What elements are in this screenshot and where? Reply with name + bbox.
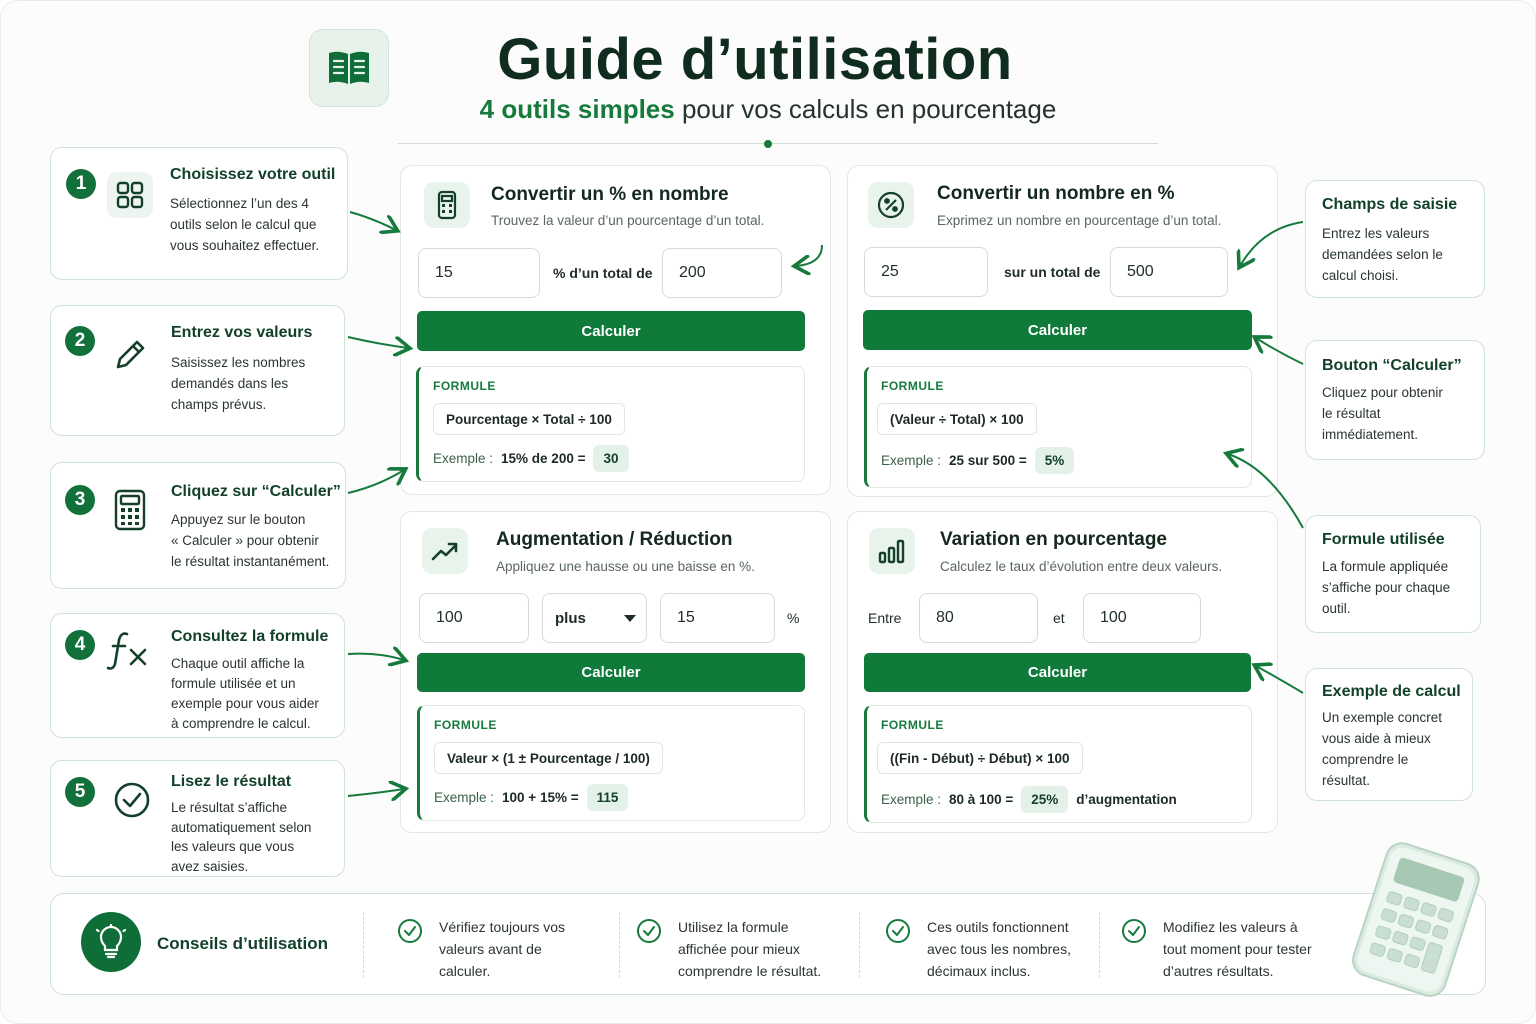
formula-box	[864, 366, 1252, 488]
callout-formula	[1305, 515, 1481, 633]
formula-box	[417, 705, 805, 821]
check-circle-icon	[397, 918, 423, 944]
tool-card-number-to-percent	[847, 165, 1278, 497]
tool-subtitle: Exprimez un nombre en pourcentage d’un total.	[937, 213, 1222, 228]
percent-unit: %	[787, 610, 800, 626]
step-title: Choisissez votre outil	[170, 166, 336, 183]
example-label: Exemple :	[434, 790, 495, 805]
field-label-end: et	[1053, 610, 1065, 626]
trend-up-icon	[422, 528, 468, 574]
field-label: sur un total de	[1004, 264, 1101, 280]
step-card-3	[50, 462, 346, 589]
example-line	[881, 786, 1177, 813]
tips-title: Conseils d’utilisation	[157, 934, 328, 953]
tool-subtitle: Calculez le taux d’évolution entre deux valeurs.	[940, 559, 1223, 574]
tip-text: Modifiez les valeurs à tout moment pour tester d’autres résultats.	[1163, 919, 1312, 979]
field-label: % d’un total de	[553, 265, 653, 281]
formula-label: FORMULE	[433, 379, 496, 393]
end-value-input[interactable]	[1083, 593, 1201, 643]
value-input[interactable]	[419, 593, 529, 643]
step-number: 2	[65, 326, 95, 356]
header-divider-dot	[764, 140, 772, 148]
tip-text: Utilisez la formule affichée pour mieux comprendre le résultat.	[678, 919, 822, 979]
calculate-button[interactable]: Calculer	[417, 653, 805, 692]
function-icon	[105, 628, 151, 674]
calculate-button[interactable]: Calculer	[417, 311, 805, 351]
tool-card-percent-variation	[847, 511, 1278, 833]
example-value: 80 à 100 =	[949, 792, 1014, 807]
step-card-5	[50, 760, 345, 877]
example-result: 25%	[1021, 786, 1068, 813]
tool-subtitle: Appliquez une hausse ou une baisse en %.	[496, 559, 755, 574]
tool-title: Variation en pourcentage	[940, 529, 1167, 550]
percent-icon	[868, 182, 914, 228]
subtitle-accent: 4 outils simples	[479, 94, 675, 124]
step-title: Entrez vos valeurs	[171, 324, 313, 341]
step-card-4	[50, 613, 345, 738]
step-number: 1	[66, 169, 96, 199]
tool-title: Convertir un % en nombre	[491, 184, 729, 205]
tips-panel	[50, 893, 1486, 995]
example-value: 100 + 15% =	[502, 790, 579, 805]
example-label: Exemple :	[881, 453, 942, 468]
example-line	[881, 447, 1074, 474]
start-value-input[interactable]	[919, 593, 1038, 643]
callout-title: Champs de saisie	[1322, 196, 1458, 213]
step-number: 4	[65, 630, 95, 660]
step-title: Consultez la formule	[171, 628, 329, 645]
open-book-icon	[326, 48, 372, 88]
select-value: plus	[555, 609, 586, 627]
field-label-start: Entre	[868, 610, 902, 626]
chevron-down-icon	[624, 615, 636, 622]
page-subtitle	[400, 94, 1136, 125]
example-value: 15% de 200 =	[501, 451, 586, 466]
example-label: Exemple :	[881, 792, 942, 807]
tip-text: Ces outils fonctionnent avec tous les nombres, décimaux inclus.	[927, 919, 1071, 979]
pencil-icon	[107, 332, 153, 378]
step-card-2	[50, 305, 345, 436]
callout-text: Cliquez pour obtenir le résultat immédiatement.	[1322, 385, 1443, 442]
check-circle-icon	[109, 777, 155, 823]
total-input[interactable]	[1110, 247, 1228, 297]
tool-subtitle: Trouvez la valeur d’un pourcentage d’un total.	[491, 213, 765, 228]
lightbulb-icon	[81, 912, 141, 972]
example-value: 25 sur 500 =	[949, 453, 1027, 468]
tool-card-increase-decrease	[400, 511, 831, 833]
callout-input-fields	[1305, 180, 1485, 298]
formula-text: (Valeur ÷ Total) × 100	[877, 403, 1037, 435]
bar-chart-icon	[869, 528, 915, 574]
step-title: Lisez le résultat	[171, 773, 292, 790]
callout-text: La formule appliquée s’affiche pour chaque outil.	[1322, 559, 1451, 616]
formula-label: FORMULE	[434, 718, 497, 732]
callout-calculate-button	[1305, 340, 1485, 460]
value-input[interactable]	[864, 247, 988, 297]
check-circle-icon	[885, 918, 911, 944]
page-title: Guide d’utilisation	[497, 27, 1013, 92]
header-divider	[398, 143, 1158, 144]
example-suffix: d’augmentation	[1076, 792, 1177, 807]
tip-text: Vérifiez toujours vos valeurs avant de calculer.	[439, 919, 566, 979]
step-description: Chaque outil affiche la formule utilisée et un exemple pour vous aider à comprendre le calcul.	[171, 656, 319, 731]
tip-separator	[859, 912, 860, 978]
step-description: Sélectionnez l’un des 4 outils selon le calcul que vous souhaitez effectuer.	[170, 196, 320, 253]
tip-separator	[619, 912, 620, 978]
formula-box	[416, 366, 805, 482]
step-description: Appuyez sur le bouton « Calculer » pour obtenir le résultat instantanément.	[171, 512, 330, 569]
callout-title: Formule utilisée	[1322, 531, 1445, 548]
step-description: Saisissez les nombres demandés dans les champs prévus.	[171, 355, 306, 412]
example-label: Exemple :	[433, 451, 494, 466]
callout-title: Bouton “Calculer”	[1322, 357, 1462, 374]
logo-badge	[309, 29, 389, 107]
formula-text: ((Fin - Début) ÷ Début) × 100	[877, 742, 1083, 774]
calculate-button[interactable]: Calculer	[863, 310, 1252, 350]
formula-text: Pourcentage × Total ÷ 100	[433, 403, 625, 435]
step-description: Le résultat s’affiche automatiquement selon les valeurs que vous avez saisies.	[171, 800, 312, 874]
tool-title: Augmentation / Réduction	[496, 529, 733, 550]
formula-box	[864, 705, 1252, 823]
calculator-illustration-icon	[1336, 838, 1492, 1000]
formula-label: FORMULE	[881, 379, 944, 393]
step-number: 5	[65, 777, 95, 807]
callout-text: Un exemple concret vous aide à mieux comprendre le résultat.	[1322, 710, 1443, 788]
tool-card-percent-to-number	[400, 165, 831, 495]
tip-separator	[363, 912, 364, 978]
tip-separator	[1099, 912, 1100, 978]
step-title: Cliquez sur “Calculer”	[171, 483, 341, 500]
tool-title: Convertir un nombre en %	[937, 183, 1175, 204]
step-number: 3	[65, 485, 95, 515]
formula-label: FORMULE	[881, 718, 944, 732]
check-circle-icon	[636, 918, 662, 944]
direction-select[interactable]	[542, 593, 647, 643]
subtitle-rest: pour vos calculs en pourcentage	[681, 94, 1057, 124]
calculate-button[interactable]: Calculer	[864, 653, 1251, 692]
example-line	[434, 784, 628, 811]
step-card-1	[50, 147, 348, 280]
callout-text: Entrez les valeurs demandées selon le calcul choisi.	[1322, 226, 1443, 283]
formula-text: Valeur × (1 ± Pourcentage / 100)	[434, 742, 663, 774]
example-result: 5%	[1035, 447, 1075, 474]
callout-title: Exemple de calcul	[1322, 683, 1461, 700]
example-line	[433, 445, 629, 472]
percent-input[interactable]	[418, 248, 540, 298]
callout-example	[1305, 668, 1473, 801]
grid-icon	[107, 172, 153, 218]
calculator-icon	[107, 487, 153, 533]
example-result: 30	[593, 445, 628, 472]
example-result: 115	[587, 784, 629, 811]
percent-input[interactable]	[660, 593, 775, 643]
check-circle-icon	[1121, 918, 1147, 944]
total-input[interactable]	[662, 248, 782, 298]
phone-calculator-icon	[424, 182, 470, 228]
